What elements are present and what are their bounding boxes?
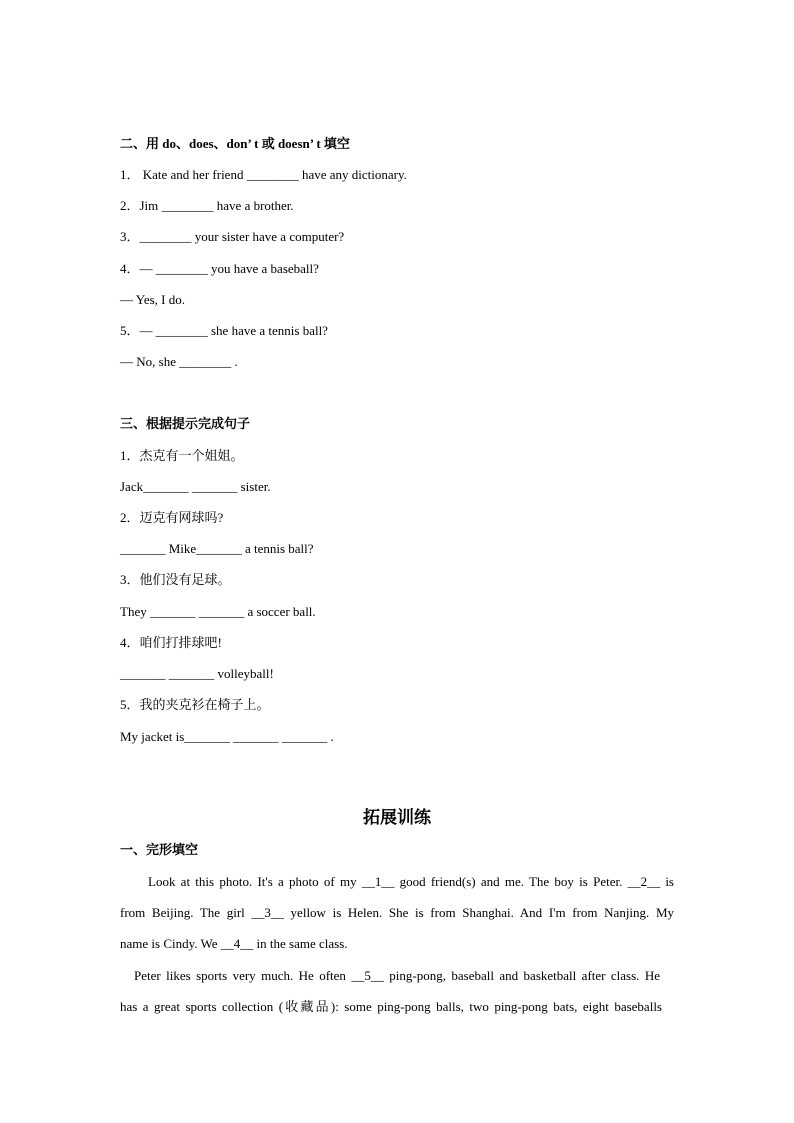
cloze-paragraph-1-line-3: name is Cindy. We __4__ in the same class. bbox=[120, 936, 348, 951]
section2-question-4: 4．— ________ you have a baseball? bbox=[120, 261, 319, 276]
section3-heading: 三、根据提示完成句子 bbox=[120, 416, 251, 431]
cloze-heading: 一、完形填空 bbox=[120, 842, 199, 857]
cloze-paragraph-1-line-2: from Beijing. The girl __3__ yellow is Helen. She is from Shanghai. And I'm from Nanjing. My bbox=[120, 905, 674, 920]
section3-answer-1: Jack_______ _______ sister. bbox=[120, 479, 271, 494]
section3-prompt-2: 2．迈克有网球吗? bbox=[120, 510, 224, 525]
section2-question-1: 1． Kate and her friend ________ have any dictionary. bbox=[120, 167, 407, 182]
cloze-paragraph-1-line-1: Look at this photo. It's a photo of my __1__ good friend(s) and me. The boy is Peter. __2__ is bbox=[148, 874, 674, 889]
cloze-paragraph-2-line-2: has a great sports collection (收藏品): some ping-pong balls, two ping-pong bats, eight baseballs bbox=[120, 999, 662, 1014]
section3-answer-5: My jacket is_______ _______ _______ . bbox=[120, 729, 334, 744]
section3-answer-3: They _______ _______ a soccer ball. bbox=[120, 604, 316, 619]
section3-prompt-1: 1．杰克有一个姐姐。 bbox=[120, 448, 244, 463]
section3-answer-2: _______ Mike_______ a tennis ball? bbox=[120, 541, 314, 556]
section2-question-3: 3．________ your sister have a computer? bbox=[120, 229, 345, 244]
section3-prompt-5: 5．我的夹克衫在椅子上。 bbox=[120, 697, 270, 712]
section2-answer-4: — Yes, I do. bbox=[120, 292, 186, 307]
section3-prompt-4: 4．咱们打排球吧! bbox=[120, 635, 222, 650]
section3-prompt-3: 3．他们没有足球。 bbox=[120, 572, 231, 587]
section2-question-2: 2．Jim ________ have a brother. bbox=[120, 198, 294, 213]
cloze-paragraph-2-line-1: Peter likes sports very much. He often __5__ ping-pong, baseball and basketball after class. He bbox=[134, 968, 660, 983]
extension-title: 拓展训练 bbox=[363, 808, 431, 827]
section2-answer-5: — No, she ________ . bbox=[120, 354, 238, 369]
section2-heading: 二、用 do、does、don’ t 或 doesn’ t 填空 bbox=[120, 136, 350, 151]
section2-question-5: 5．— ________ she have a tennis ball? bbox=[120, 323, 328, 338]
section3-answer-4: _______ _______ volleyball! bbox=[120, 666, 274, 681]
